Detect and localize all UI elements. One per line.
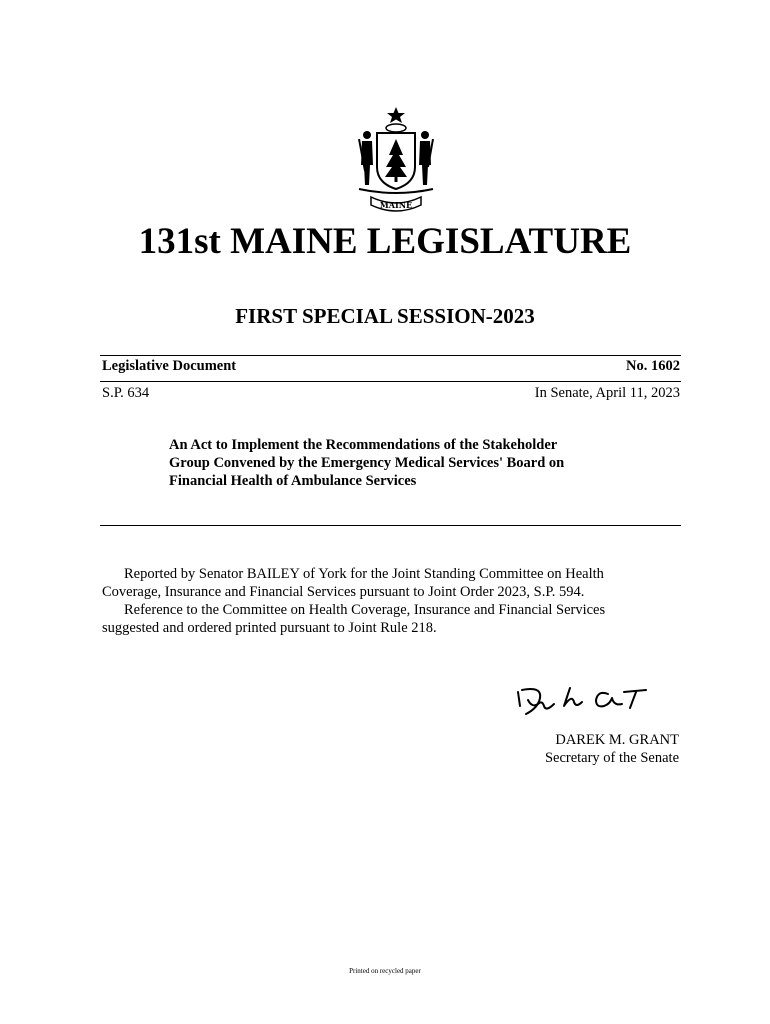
doc-type-label: Legislative Document: [102, 358, 237, 374]
act-title-line: Financial Health of Ambulance Services: [169, 473, 417, 489]
divider-top: [100, 355, 681, 356]
senate-paper-row: [102, 384, 680, 402]
body-line: Reported by Senator BAILEY of York for the Joint Standing Committee on Health: [124, 566, 604, 582]
legislature-title: 131st MAINE LEGISLATURE: [138, 221, 632, 262]
recycled-paper-note: Printed on recycled paper: [349, 967, 421, 975]
doc-number: No. 1602: [626, 358, 680, 374]
act-title-line: An Act to Implement the Recommendations of the Stakeholder: [169, 437, 558, 453]
divider-bottom: [100, 525, 681, 526]
body-line: suggested and ordered printed pursuant to Joint Rule 218.: [102, 620, 437, 636]
document-info-row: [102, 357, 680, 375]
signature-image: [512, 684, 682, 728]
signer-name: DAREK M. GRANT: [555, 732, 679, 748]
referral-text: [102, 565, 682, 637]
divider-middle: [100, 381, 681, 382]
session-title: FIRST SPECIAL SESSION-2023: [235, 304, 535, 328]
senate-date: In Senate, April 11, 2023: [534, 385, 680, 401]
body-line: Reference to the Committee on Health Coverage, Insurance and Financial Services: [124, 602, 606, 618]
signer-title: Secretary of the Senate: [544, 750, 679, 766]
state-seal-image: [355, 105, 437, 217]
svg-text:MAINE: MAINE: [379, 200, 413, 210]
act-title: [169, 436, 609, 490]
body-line: Coverage, Insurance and Financial Services pursuant to Joint Order 2023, S.P. 594.: [102, 584, 585, 600]
senate-paper-number: S.P. 634: [102, 385, 150, 401]
act-title-line: Group Convened by the Emergency Medical Services' Board on: [169, 455, 565, 471]
